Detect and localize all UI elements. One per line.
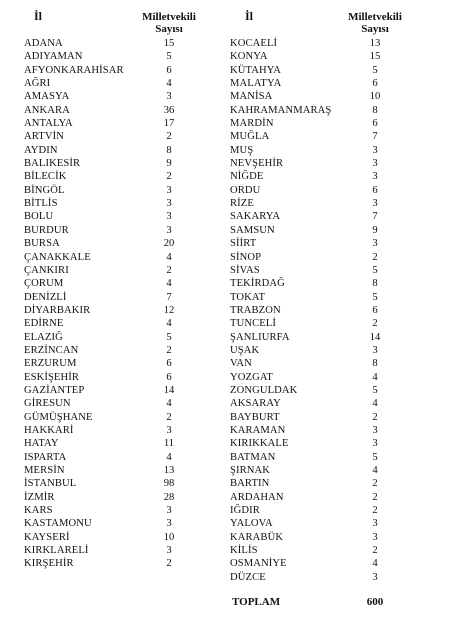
right-province-column (230, 37, 331, 584)
deputy-count: 20 (163, 238, 175, 250)
deputy-count: 3 (372, 344, 378, 356)
deputy-count: 4 (166, 78, 172, 90)
deputy-count: 2 (166, 344, 172, 356)
left-count-header-line2: Sayısı (155, 23, 183, 35)
right-count-header-line2: Sayısı (361, 23, 389, 35)
deputy-count: 6 (166, 371, 172, 383)
deputy-count: 3 (372, 438, 378, 450)
deputy-count: 3 (166, 198, 172, 210)
deputy-count: 5 (166, 51, 172, 63)
province-name: İSTANBUL (24, 478, 77, 490)
deputy-count: 3 (166, 518, 172, 530)
deputy-count: 3 (372, 238, 378, 250)
right-count-column (355, 37, 395, 584)
deputy-count: 14 (369, 331, 381, 343)
deputy-count: 12 (163, 304, 175, 316)
province-name: KÜTAHYA (230, 64, 282, 76)
province-name: MUĞLA (230, 131, 270, 143)
left-count-column (149, 37, 189, 571)
deputy-count: 3 (166, 545, 172, 557)
province-name: ARTVİN (24, 131, 64, 143)
province-name: DİYARBAKIR (24, 304, 91, 316)
province-name: MARDİN (230, 118, 274, 130)
province-name: ŞANLIURFA (230, 331, 290, 343)
deputy-count: 5 (372, 451, 378, 463)
deputy-count: 15 (163, 38, 175, 49)
right-province-header: İl (245, 9, 254, 23)
deputy-count: 7 (372, 131, 378, 143)
province-name: TOKAT (230, 291, 266, 303)
province-name: EDİRNE (24, 318, 64, 330)
deputy-count: 5 (372, 264, 378, 276)
province-name: AFYONKARAHİSAR (24, 64, 124, 76)
province-name: MERSİN (24, 465, 65, 476)
province-name: SİVAS (230, 264, 260, 276)
province-name: BİTLİS (24, 198, 58, 210)
province-name: KASTAMONU (24, 518, 92, 530)
province-name: YALOVA (230, 518, 273, 530)
deputy-count: 3 (372, 171, 378, 183)
deputy-count: 4 (372, 465, 378, 476)
deputy-count: 3 (166, 91, 172, 103)
deputy-count: 10 (163, 531, 175, 543)
province-name: BİNGÖL (24, 184, 65, 196)
province-name: YOZGAT (230, 371, 273, 383)
province-name: DÜZCE (230, 571, 266, 583)
deputy-count: 4 (166, 318, 172, 330)
province-name: GAZİANTEP (24, 384, 85, 396)
province-name: RİZE (230, 198, 254, 210)
province-name: TUNCELİ (230, 318, 277, 330)
province-name: KONYA (230, 51, 268, 63)
province-name: GİRESUN (24, 398, 71, 410)
deputy-count: 5 (166, 331, 172, 343)
deputy-count: 5 (372, 291, 378, 303)
province-name: ERZURUM (24, 358, 77, 370)
left-province-header: İl (34, 9, 43, 23)
deputy-count: 3 (166, 424, 172, 436)
deputy-count: 2 (372, 411, 378, 423)
province-name: ORDU (230, 184, 261, 196)
deputy-count: 2 (166, 264, 172, 276)
deputy-count: 2 (372, 478, 378, 490)
province-name: SİİRT (230, 238, 257, 250)
province-name: İZMİR (24, 491, 55, 503)
province-name: KIRKLARELİ (24, 545, 89, 557)
deputy-count: 7 (372, 211, 378, 223)
deputy-count: 4 (372, 558, 378, 570)
deputy-count: 3 (372, 531, 378, 543)
left-count-header (129, 11, 209, 35)
province-name: SİNOP (230, 251, 262, 263)
province-name: AKSARAY (230, 398, 281, 410)
deputy-count: 6 (372, 78, 378, 90)
deputy-count: 2 (166, 558, 172, 570)
deputy-count: 4 (372, 398, 378, 410)
deputy-count: 3 (166, 184, 172, 196)
province-name: KARS (24, 505, 53, 517)
province-name: BAYBURT (230, 411, 280, 423)
province-name: AYDIN (24, 144, 58, 156)
deputy-count: 5 (372, 384, 378, 396)
deputy-count: 6 (166, 64, 172, 76)
deputy-count: 3 (372, 144, 378, 156)
deputy-count: 13 (369, 38, 381, 49)
deputy-count: 4 (166, 398, 172, 410)
deputy-count: 13 (163, 465, 175, 476)
deputy-count: 4 (372, 371, 378, 383)
province-name: KOCAELİ (230, 38, 278, 49)
province-name: DENİZLİ (24, 291, 67, 303)
province-name: KAYSERİ (24, 531, 70, 543)
province-name: ZONGULDAK (230, 384, 298, 396)
province-name: SAKARYA (230, 211, 281, 223)
province-name: ANTALYA (24, 118, 73, 130)
total-value: 600 (366, 596, 384, 608)
province-name: KAHRAMANMARAŞ (230, 104, 332, 116)
deputy-count: 2 (166, 411, 172, 423)
province-name: IĞDIR (230, 505, 260, 517)
province-name: ISPARTA (24, 451, 67, 463)
deputy-count: 3 (372, 571, 378, 583)
deputy-count: 6 (372, 184, 378, 196)
province-name: AĞRI (24, 78, 51, 90)
province-name: NİĞDE (230, 171, 264, 183)
province-name: TRABZON (230, 304, 281, 316)
province-name: KARAMAN (230, 424, 286, 436)
deputy-count: 2 (372, 251, 378, 263)
province-name: MUŞ (230, 144, 254, 156)
right-count-header (335, 11, 415, 35)
deputy-count: 10 (369, 91, 381, 103)
right-count-header-line1: Milletvekili (348, 11, 402, 23)
province-name: KARABÜK (230, 531, 284, 543)
province-name: AMASYA (24, 91, 70, 103)
deputy-count: 3 (372, 518, 378, 530)
province-name: BOLU (24, 211, 54, 223)
left-province-column (24, 37, 124, 571)
deputy-count: 2 (372, 318, 378, 330)
deputy-count: 2 (166, 171, 172, 183)
left-count-header-line1: Milletvekili (142, 11, 196, 23)
deputy-count: 4 (166, 251, 172, 263)
province-name: ÇORUM (24, 278, 64, 290)
province-name: ÇANKIRI (24, 264, 69, 276)
province-name: KİLİS (230, 545, 258, 557)
province-name: BURSA (24, 238, 60, 250)
province-name: MANİSA (230, 91, 273, 103)
province-name: ARDAHAN (230, 491, 284, 503)
deputy-count: 8 (372, 358, 378, 370)
deputy-count: 4 (166, 451, 172, 463)
province-name: BURDUR (24, 224, 69, 236)
deputy-count: 2 (372, 491, 378, 503)
deputy-count: 3 (372, 198, 378, 210)
deputy-count: 9 (372, 224, 378, 236)
deputy-count: 3 (166, 224, 172, 236)
province-name: NEVŞEHİR (230, 158, 284, 170)
deputy-count: 3 (166, 505, 172, 517)
deputy-count: 17 (163, 118, 175, 130)
deputy-count: 3 (372, 424, 378, 436)
province-name: OSMANİYE (230, 558, 287, 570)
province-name: ADANA (24, 38, 63, 49)
deputy-count: 3 (372, 158, 378, 170)
deputy-count: 11 (163, 438, 175, 450)
deputy-count: 8 (372, 104, 378, 116)
deputy-count: 5 (372, 64, 378, 76)
deputy-count: 98 (163, 478, 175, 490)
province-name: VAN (230, 358, 252, 370)
province-name: UŞAK (230, 344, 260, 356)
deputy-count: 9 (166, 158, 172, 170)
province-name: ÇANAKKALE (24, 251, 91, 263)
province-name: HATAY (24, 438, 59, 450)
province-name: ANKARA (24, 104, 70, 116)
deputy-count: 14 (163, 384, 175, 396)
deputy-count: 6 (372, 304, 378, 316)
deputy-count: 28 (163, 491, 175, 503)
province-name: KIRŞEHİR (24, 558, 74, 570)
province-name: ERZİNCAN (24, 344, 79, 356)
province-name: ŞIRNAK (230, 465, 271, 476)
deputy-count: 8 (166, 144, 172, 156)
deputy-count: 2 (166, 131, 172, 143)
province-name: TEKİRDAĞ (230, 278, 285, 290)
province-name: ADIYAMAN (24, 51, 83, 63)
province-name: HAKKARİ (24, 424, 74, 436)
deputy-count: 4 (166, 278, 172, 290)
deputy-count: 3 (166, 211, 172, 223)
province-name: MALATYA (230, 78, 282, 90)
province-name: KIRIKKALE (230, 438, 289, 450)
province-name: BİLECİK (24, 171, 67, 183)
deputy-count: 15 (369, 51, 381, 63)
province-name: ESKİŞEHİR (24, 371, 80, 383)
total-label: TOPLAM (232, 596, 281, 608)
province-name: BARTIN (230, 478, 270, 490)
province-name: BALIKESİR (24, 158, 81, 170)
province-name: ELAZIĞ (24, 331, 63, 343)
deputy-count: 8 (372, 278, 378, 290)
province-name: GÜMÜŞHANE (24, 411, 93, 423)
deputy-count: 7 (166, 291, 172, 303)
deputy-count: 2 (372, 545, 378, 557)
deputy-count: 36 (163, 104, 175, 116)
deputy-count: 6 (372, 118, 378, 130)
province-name: BATMAN (230, 451, 276, 463)
deputy-count: 6 (166, 358, 172, 370)
province-name: SAMSUN (230, 224, 275, 236)
deputy-count: 2 (372, 505, 378, 517)
